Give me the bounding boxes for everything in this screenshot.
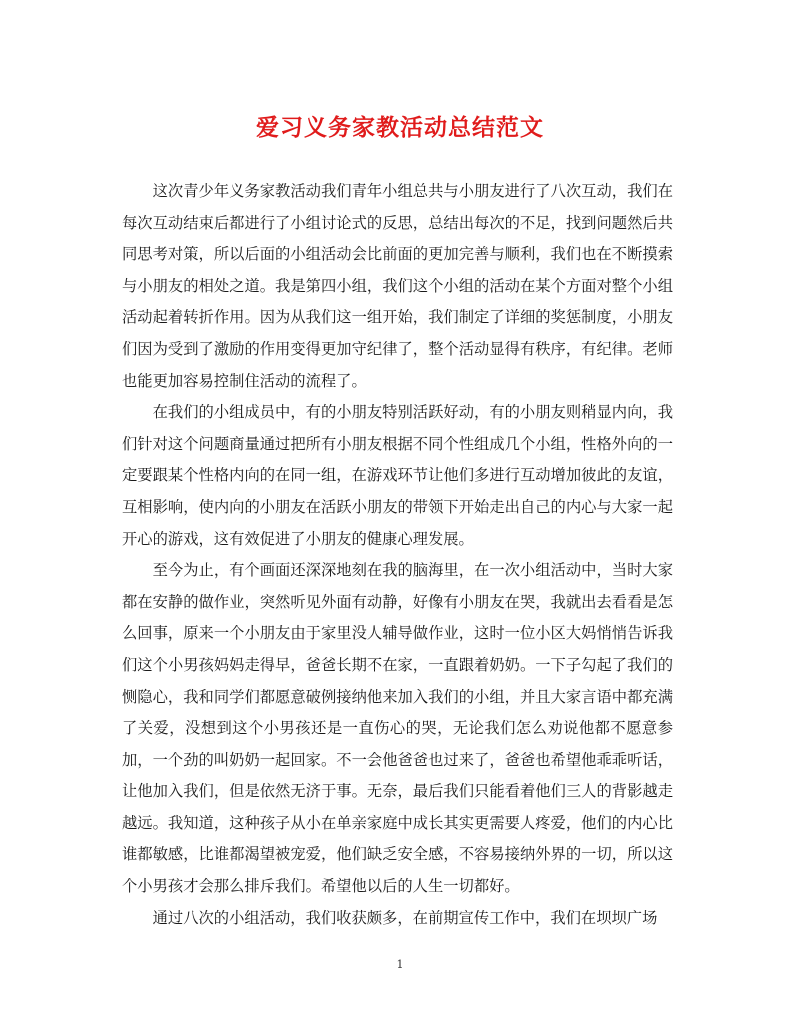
paragraph-3: 至今为止，有个画面还深深地刻在我的脑海里，在一次小组活动中，当时大家都在安静的做作业，突然听见外面有动静，好像有小朋友在哭，我就出去看看是怎么回事，原来一个小朋友由于家里没人辅导做作业，这时一位小区大妈悄悄告诉我们这个小男孩妈妈走得早，爸爸长期不在家，一直跟着奶奶。一下子勾起了我们的恻隐心，我和同学们都愿意破例接纳他来加入我们的小组，并且大家言语中都充满了关爱，没想到这个小男孩还是一直伤心的哭，无论我们怎么劝说他都不愿意参加，一个劲的叫奶奶一起回家。不一会他爸爸也过来了，爸爸也希望他乖乖听话，让他加入我们，但是依然无济于事。无奈，最后我们只能看着他们三人的背影越走越远。我知道，这种孩子从小在单亲家庭中成长其实更需要人疼爱，他们的内心比谁都敏感，比谁都渴望被宠爱，他们缺乏安全感，不容易接纳外界的一切，所以这个小男孩才会那么排斥我们。希望他以后的人生一切都好。: [122, 561, 673, 896]
document-title: 爱习义务家教活动总结范文: [256, 114, 544, 141]
page-number: 1: [396, 958, 404, 971]
document-body: [122, 176, 673, 934]
paragraph-4: 通过八次的小组活动，我们收获颇多，在前期宣传工作中，我们在坝坝广场: [152, 908, 658, 927]
paragraph-1: 这次青少年义务家教活动我们青年小组总共与小朋友进行了八次互动，我们在每次互动结束后都进行了小组讨论式的反思，总结出每次的不足，找到问题然后共同思考对策，所以后面的小组活动会比前面的更加完善与顺利，我们也在不断摸索与小朋友的相处之道。我是第四小组，我们这个小组的活动在某个方面对整个小组活动起着转折作用。因为从我们这一组开始，我们制定了详细的奖惩制度，小朋友们因为受到了激励的作用变得更加守纪律了，整个活动显得有秩序，有纪律。老师也能更加容易控制住活动的流程了。: [122, 182, 673, 390]
paragraph-2: 在我们的小组成员中，有的小朋友特别活跃好动，有的小朋友则稍显内向，我们针对这个问题商量通过把所有小朋友根据不同个性组成几个小组，性格外向的一定要跟某个性格内向的在同一组，在游戏环节让他们多进行互动增加彼此的友谊，互相影响，使内向的小朋友在活跃小朋友的带领下开始走出自己的内心与大家一起开心的游戏，这有效促进了小朋友的健康心理发展。: [122, 403, 673, 548]
